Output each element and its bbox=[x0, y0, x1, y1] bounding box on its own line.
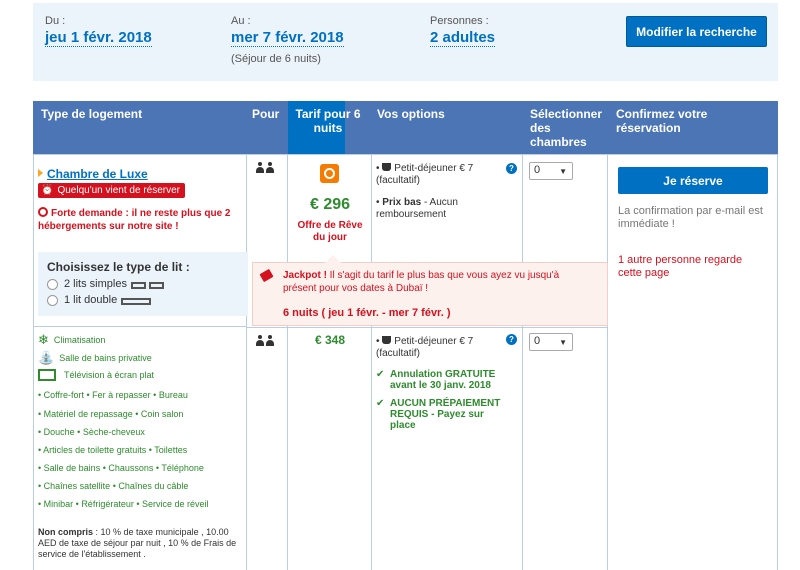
dropdown-arrow-icon: ▼ bbox=[559, 338, 567, 347]
jackpot-bold: Jackpot ! bbox=[283, 270, 327, 281]
radio-twin[interactable] bbox=[47, 279, 58, 290]
guests-block bbox=[430, 15, 495, 47]
free-cancellation-text: Annulation GRATUITE avant le 30 janv. 2018 bbox=[390, 369, 496, 391]
bed-type-title: Choisissez le type de lit : bbox=[47, 260, 190, 274]
jackpot-dates: 6 nuits ( jeu 1 févr. - mer 7 févr. ) bbox=[283, 307, 451, 319]
non-compris-label: Non compris bbox=[38, 527, 94, 537]
coffee-icon bbox=[382, 163, 391, 171]
snowflake-icon: ❄ bbox=[38, 332, 49, 347]
price-offer-1: € 296 bbox=[309, 196, 351, 213]
table-divider bbox=[371, 154, 372, 570]
email-confirmation-note: La confirmation par e-mail est immédiate ! bbox=[618, 205, 763, 230]
jackpot-text: Il s'agit du tarif le plus bas que vous ayez vu jusqu'à présent pour vos dates à Dubaï ! bbox=[283, 270, 560, 294]
occupancy-2-adults-icon bbox=[256, 337, 276, 349]
amenity-label: Salle de bains privative bbox=[59, 353, 152, 363]
table-border-right bbox=[777, 154, 778, 570]
no-prepayment bbox=[376, 398, 501, 431]
checkout-label: Au : bbox=[231, 15, 251, 27]
bullet: • bbox=[376, 336, 383, 347]
table-divider bbox=[607, 154, 608, 570]
viewers-notice: 1 autre personne regarde cette page bbox=[618, 254, 743, 279]
checkin-date[interactable]: jeu 1 févr. 2018 bbox=[45, 29, 152, 46]
non-compris-text: : 10 % de taxe municipale , 10.00 AED de taxe de séjour par nuit , 10 % de Frais de service de l'établissement . bbox=[38, 527, 237, 559]
breakfast-option bbox=[376, 336, 496, 360]
amenity-bathroom bbox=[38, 350, 152, 366]
free-cancellation bbox=[376, 369, 506, 391]
no-prepayment-text: AUCUN PRÉPAIEMENT REQUIS - Payez sur place bbox=[390, 398, 501, 431]
help-icon[interactable]: ? bbox=[506, 163, 517, 174]
amenity-list-line: • Minibar • Réfrigérateur • Service de réveil bbox=[38, 499, 209, 509]
pie-clock-icon bbox=[38, 207, 48, 217]
taxes-not-included bbox=[38, 527, 243, 560]
header-options: Vos options bbox=[377, 107, 445, 121]
policy-bold: Prix bas bbox=[382, 197, 422, 208]
recent-booking-text: Quelqu'un vient de réserver bbox=[57, 185, 180, 196]
alarm-clock-icon: ⏰ bbox=[41, 185, 54, 196]
bed-option-double-label: 1 lit double bbox=[64, 294, 118, 306]
stay-length: (Séjour de 6 nuits) bbox=[231, 53, 321, 65]
header-room-type: Type de logement bbox=[41, 107, 143, 121]
amenity-list-line: • Coffre-fort • Fer à repasser • Bureau bbox=[38, 390, 188, 400]
dropdown-arrow-icon: ▼ bbox=[559, 167, 567, 176]
jackpot-tooltip bbox=[252, 262, 608, 326]
amenity-label: Télévision à écran plat bbox=[64, 370, 155, 380]
twin-beds-icon bbox=[131, 280, 165, 289]
room-quantity-select[interactable] bbox=[529, 162, 573, 180]
table-row-divider bbox=[33, 154, 778, 155]
room-quantity-select[interactable] bbox=[529, 333, 573, 351]
caret-icon bbox=[38, 169, 43, 177]
coffee-icon bbox=[382, 336, 391, 344]
high-demand-text: Forte demande : il ne reste plus que 2 hébergements sur notre site ! bbox=[38, 208, 231, 232]
refund-policy bbox=[376, 197, 501, 221]
double-bed-icon bbox=[121, 296, 155, 305]
jackpot-message bbox=[283, 269, 593, 295]
check-icon: ✔ bbox=[376, 369, 385, 380]
help-icon[interactable]: ? bbox=[506, 334, 517, 345]
header-confirm: Confirmez votre réservation bbox=[616, 107, 708, 135]
bed-option-twin-label: 2 lits simples bbox=[64, 278, 127, 290]
deal-of-day-label: Offre de Rêve du jour bbox=[297, 220, 363, 243]
amenity-list-line: • Douche • Sèche-cheveux bbox=[38, 427, 145, 437]
modify-search-button[interactable]: Modifier la recherche bbox=[626, 16, 767, 47]
shower-icon: ⛲ bbox=[38, 350, 55, 365]
room-quantity-value: 0 bbox=[534, 164, 541, 176]
bed-option-double[interactable] bbox=[47, 294, 155, 306]
header-select: Sélectionner des chambres bbox=[530, 107, 603, 149]
recent-booking-badge bbox=[38, 183, 185, 198]
amenity-list-line: • Articles de toilette gratuits • Toilettes bbox=[38, 445, 188, 455]
deal-of-day-icon bbox=[320, 164, 339, 183]
bed-type-panel bbox=[38, 252, 248, 316]
table-border-left bbox=[33, 154, 34, 570]
table-row-divider bbox=[246, 327, 608, 328]
room-quantity-value: 0 bbox=[534, 335, 541, 347]
reserve-button[interactable]: Je réserve bbox=[618, 167, 768, 194]
bullet: • bbox=[376, 197, 383, 208]
checkin-block bbox=[45, 15, 152, 47]
price-offer-2: € 348 bbox=[314, 333, 346, 347]
high-demand-notice bbox=[38, 207, 248, 233]
breakfast-text: Petit-déjeuner € 7 (facultatif) bbox=[376, 163, 474, 186]
header-tarif: Tarif pour 6 nuits bbox=[295, 107, 361, 135]
tv-icon bbox=[38, 369, 56, 381]
amenity-list-line: • Matériel de repassage • Coin salon bbox=[38, 409, 184, 419]
guests-value[interactable]: 2 adultes bbox=[430, 29, 496, 46]
amenity-list-line: • Chaînes satellite • Chaînes du câble bbox=[38, 481, 189, 491]
amenity-list-line: • Salle de bains • Chaussons • Téléphone bbox=[38, 463, 204, 473]
amenity-tv bbox=[38, 369, 154, 381]
checkout-date[interactable]: mer 7 févr. 2018 bbox=[231, 29, 344, 46]
breakfast-option bbox=[376, 163, 496, 187]
search-summary bbox=[33, 3, 778, 81]
check-icon: ✔ bbox=[376, 398, 385, 409]
occupancy-2-adults-icon bbox=[256, 164, 276, 176]
policy-rest: - Aucun remboursement bbox=[376, 197, 458, 220]
checkin-label: Du : bbox=[45, 15, 66, 27]
radio-double[interactable] bbox=[47, 295, 58, 306]
bed-option-twin[interactable] bbox=[47, 278, 165, 290]
breakfast-text: Petit-déjeuner € 7 (facultatif) bbox=[376, 336, 474, 359]
header-pour: Pour bbox=[252, 107, 280, 121]
table-divider bbox=[522, 154, 523, 570]
bullet: • bbox=[376, 163, 383, 174]
table-divider bbox=[287, 154, 288, 570]
room-name-link[interactable]: Chambre de Luxe bbox=[47, 167, 148, 181]
table-row-divider bbox=[33, 326, 246, 327]
amenity-label: Climatisation bbox=[53, 335, 106, 345]
rooms-table-header bbox=[33, 101, 778, 154]
amenity-aircon bbox=[38, 332, 105, 348]
checkout-block bbox=[231, 15, 344, 65]
price-tag-icon bbox=[259, 269, 273, 282]
guests-label: Personnes : bbox=[430, 15, 489, 27]
